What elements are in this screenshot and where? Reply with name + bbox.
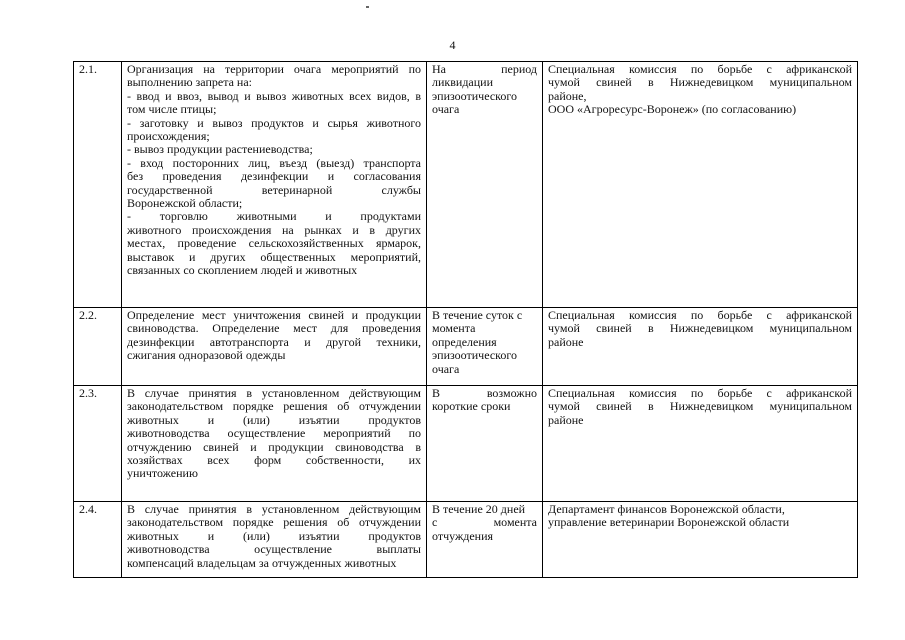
responsible-line: Специальная комиссия по борьбе с африканской — [548, 386, 852, 400]
term-line: очага — [432, 102, 460, 117]
responsible-cell — [543, 386, 858, 502]
responsible-line: ООО «Агроресурс-Воронеж» (по согласованию) — [548, 102, 797, 117]
measure-line: - вход посторонних лиц, въезд (выезд) транспорта — [127, 155, 421, 170]
measures-table — [73, 61, 858, 578]
measure-line: В случае принятия в установленном действующим — [127, 386, 421, 400]
term-line: ликвидации — [432, 75, 494, 90]
term-line: эпизоотического — [432, 348, 518, 363]
measure-line: животноводства осуществление выплаты — [127, 542, 421, 557]
term-line: отчуждения — [432, 528, 494, 543]
responsible-line: Специальная комиссия по борьбе с африканской — [548, 62, 852, 76]
measure-line: свиноводства. Определение мест для проведения — [127, 321, 421, 336]
term-cell — [427, 308, 543, 386]
term-cell — [427, 386, 543, 502]
table-row — [74, 386, 858, 502]
responsible-cell — [543, 62, 858, 308]
responsible-line: чумой свиней в Нижнедевицком муниципальном — [548, 321, 852, 336]
measure-line: животного происхождения на рынках и в других — [127, 222, 421, 237]
term-line: короткие сроки — [432, 399, 511, 414]
responsible-line: Специальная комиссия по борьбе с африканской — [548, 308, 852, 322]
term-line: очага — [432, 361, 460, 376]
term-line: с момента — [432, 515, 537, 530]
responsible-line: районе — [548, 334, 584, 349]
item-number: 2.1. — [74, 62, 122, 308]
measure-cell — [122, 502, 427, 578]
measure-line: хозяйствах всех форм собственности, их — [127, 453, 421, 468]
responsible-line: чумой свиней в Нижнедевицком муниципальном — [548, 399, 852, 414]
scan-speck — [366, 6, 369, 8]
measure-cell — [122, 308, 427, 386]
measure-cell — [122, 386, 427, 502]
term-line: определения — [432, 334, 497, 349]
page-number: 4 — [449, 38, 456, 52]
responsible-line: районе — [548, 412, 584, 427]
measure-line: дезинфекции автотранспорта и другой техники, — [127, 334, 421, 349]
measure-line: законодательством порядке решения об отчуждении — [127, 399, 421, 414]
measure-line: - ввод и ввоз, вывод и вывоз животных всех видов, в — [127, 88, 421, 103]
responsible-line: управление ветеринарии Воронежской области — [548, 515, 790, 530]
table-row — [74, 502, 858, 578]
measure-line: животных и (или) изъятии продуктов — [127, 528, 421, 543]
measure-line: животноводства осуществление мероприятий по — [127, 426, 421, 441]
measure-line: уничтожению — [127, 466, 198, 481]
measure-line: - торговлю животными и продуктами — [127, 209, 421, 224]
measure-line: - заготовку и вывоз продуктов и сырья животного — [127, 115, 421, 130]
measure-cell — [122, 62, 427, 308]
table-row — [74, 308, 858, 386]
term-cell — [427, 62, 543, 308]
responsible-line: чумой свиней в Нижнедевицком муниципальном — [548, 75, 852, 90]
term-line: В возможно — [432, 386, 537, 400]
responsible-line: Департамент финансов Воронежской области, — [548, 502, 785, 516]
item-number: 2.3. — [74, 386, 122, 502]
measure-line: животных и (или) изъятии продуктов — [127, 412, 421, 427]
table-row — [74, 62, 858, 308]
measure-line: Воронежской области; — [127, 196, 243, 211]
responsible-cell — [543, 308, 858, 386]
measure-line: связанных со скоплением людей и животных — [127, 263, 358, 278]
measure-line: выполнению запрета на: — [127, 75, 252, 90]
term-line: эпизоотического — [432, 88, 518, 103]
term-line: В течение 20 дней — [432, 502, 526, 516]
responsible-line: районе, — [548, 88, 587, 103]
measure-line: законодательством порядке решения об отчуждении — [127, 515, 421, 530]
item-number: 2.4. — [74, 502, 122, 578]
term-cell — [427, 502, 543, 578]
term-line: В течение суток с — [432, 308, 523, 322]
measure-line: Организация на территории очага мероприятий по — [127, 62, 421, 76]
measure-line: отчуждению свиней и продукции свиноводства в — [127, 439, 421, 454]
item-number: 2.2. — [74, 308, 122, 386]
term-line: момента — [432, 321, 476, 336]
measure-line: местах, проведение сельскохозяйственных ярмарок, — [127, 236, 421, 251]
measure-line: - вывоз продукции растениеводства; — [127, 142, 313, 157]
term-line: На период — [432, 62, 537, 76]
measure-line: выставок и других общественных мероприятий, — [127, 249, 421, 264]
responsible-cell — [543, 502, 858, 578]
measure-line: государственной ветеринарной службы — [127, 182, 421, 197]
measure-line: сжигания одноразовой одежды — [127, 348, 286, 363]
measure-line: происхождения; — [127, 129, 210, 144]
measure-line: Определение мест уничтожения свиней и продукции — [127, 308, 421, 322]
measure-line: компенсаций владельцам за отчужденных животных — [127, 555, 397, 570]
measure-line: без проведения дезинфекции и согласования — [127, 169, 421, 184]
measure-line: том числе птицы; — [127, 102, 217, 117]
measure-line: В случае принятия в установленном действующим — [127, 502, 421, 516]
